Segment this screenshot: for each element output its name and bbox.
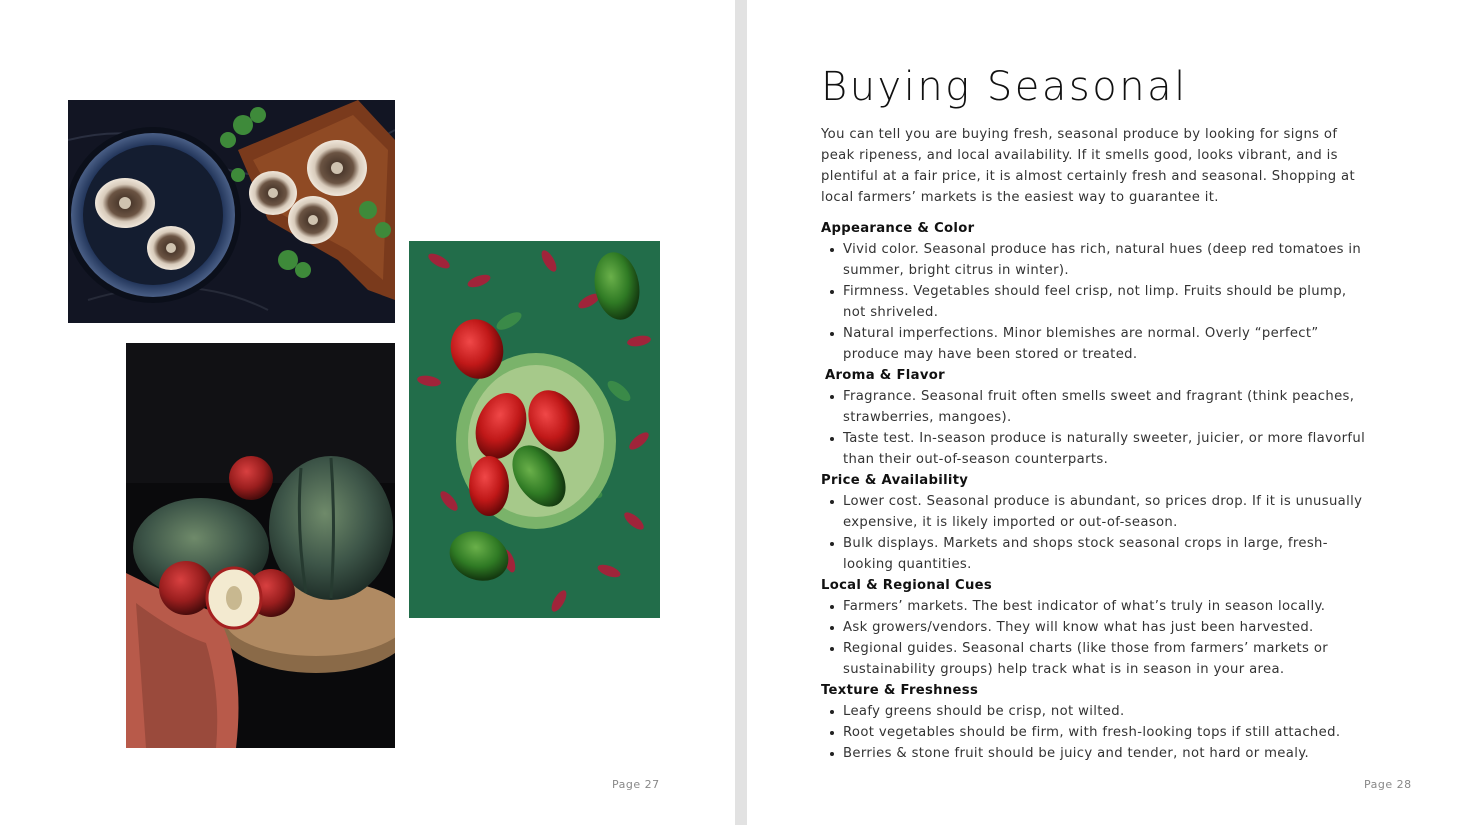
page-number-27: Page 27 <box>612 778 660 791</box>
section-heading: Texture & Freshness <box>821 683 979 698</box>
intro-paragraph: You can tell you are buying fresh, seasonal produce by looking for signs of peak ripeness, and local availability. If it smells good, looks vibrant, and is plentiful at a fair price, it is almost certainly fresh and seasonal. Shopping at local farmers’ markets is the easiest way to guarantee it. <box>821 127 1356 205</box>
section-appearance-color <box>821 218 1369 365</box>
peppers-photo <box>409 241 660 618</box>
page-number-28: Page 28 <box>1364 778 1412 791</box>
bullet-list <box>821 701 1369 764</box>
section-aroma-flavor <box>821 365 1369 470</box>
list-item: Root vegetables should be firm, with fresh-looking tops if still attached. <box>821 722 1369 743</box>
mushrooms-photo <box>68 100 395 323</box>
section-heading: Aroma & Flavor <box>825 368 945 383</box>
bullet-list <box>821 239 1369 365</box>
list-item: Berries & stone fruit should be juicy and tender, not hard or mealy. <box>821 743 1369 764</box>
bullet-list <box>821 386 1369 470</box>
list-item: Firmness. Vegetables should feel crisp, not limp. Fruits should be plump, not shriveled. <box>821 281 1369 323</box>
bullet-list <box>821 491 1369 575</box>
list-item: Fragrance. Seasonal fruit often smells sweet and fragrant (think peaches, strawberries, mangoes). <box>821 386 1369 428</box>
left-page <box>0 0 735 825</box>
list-item: Regional guides. Seasonal charts (like those from farmers’ markets or sustainability groups) help track what is in season in your area. <box>821 638 1369 680</box>
list-item: Natural imperfections. Minor blemishes are normal. Overly “perfect” produce may have been stored or treated. <box>821 323 1369 365</box>
list-item: Bulk displays. Markets and shops stock seasonal crops in large, fresh-looking quantities. <box>821 533 1369 575</box>
list-item: Ask growers/vendors. They will know what has just been harvested. <box>821 617 1369 638</box>
bullet-list <box>821 596 1369 680</box>
list-item: Vivid color. Seasonal produce has rich, natural hues (deep red tomatoes in summer, bright citrus in winter). <box>821 239 1369 281</box>
sections <box>821 218 1369 764</box>
list-item: Leafy greens should be crisp, not wilted. <box>821 701 1369 722</box>
section-heading: Price & Availability <box>821 473 969 488</box>
page-title: Buying Seasonal <box>821 64 1188 110</box>
list-item: Taste test. In-season produce is naturally sweeter, juicier, or more flavorful than their out-of-season counterparts. <box>821 428 1369 470</box>
list-item: Lower cost. Seasonal produce is abundant, so prices drop. If it is unusually expensive, it is likely imported or out-of-season. <box>821 491 1369 533</box>
section-heading: Local & Regional Cues <box>821 578 993 593</box>
section-local-regional-cues <box>821 575 1369 680</box>
list-item: Farmers’ markets. The best indicator of what’s truly in season locally. <box>821 596 1369 617</box>
section-price-availability <box>821 470 1369 575</box>
pumpkin-apples-photo <box>126 343 395 748</box>
right-page <box>747 0 1484 825</box>
section-texture-freshness <box>821 680 1369 764</box>
section-heading: Appearance & Color <box>821 221 975 236</box>
page-gutter <box>735 0 747 825</box>
